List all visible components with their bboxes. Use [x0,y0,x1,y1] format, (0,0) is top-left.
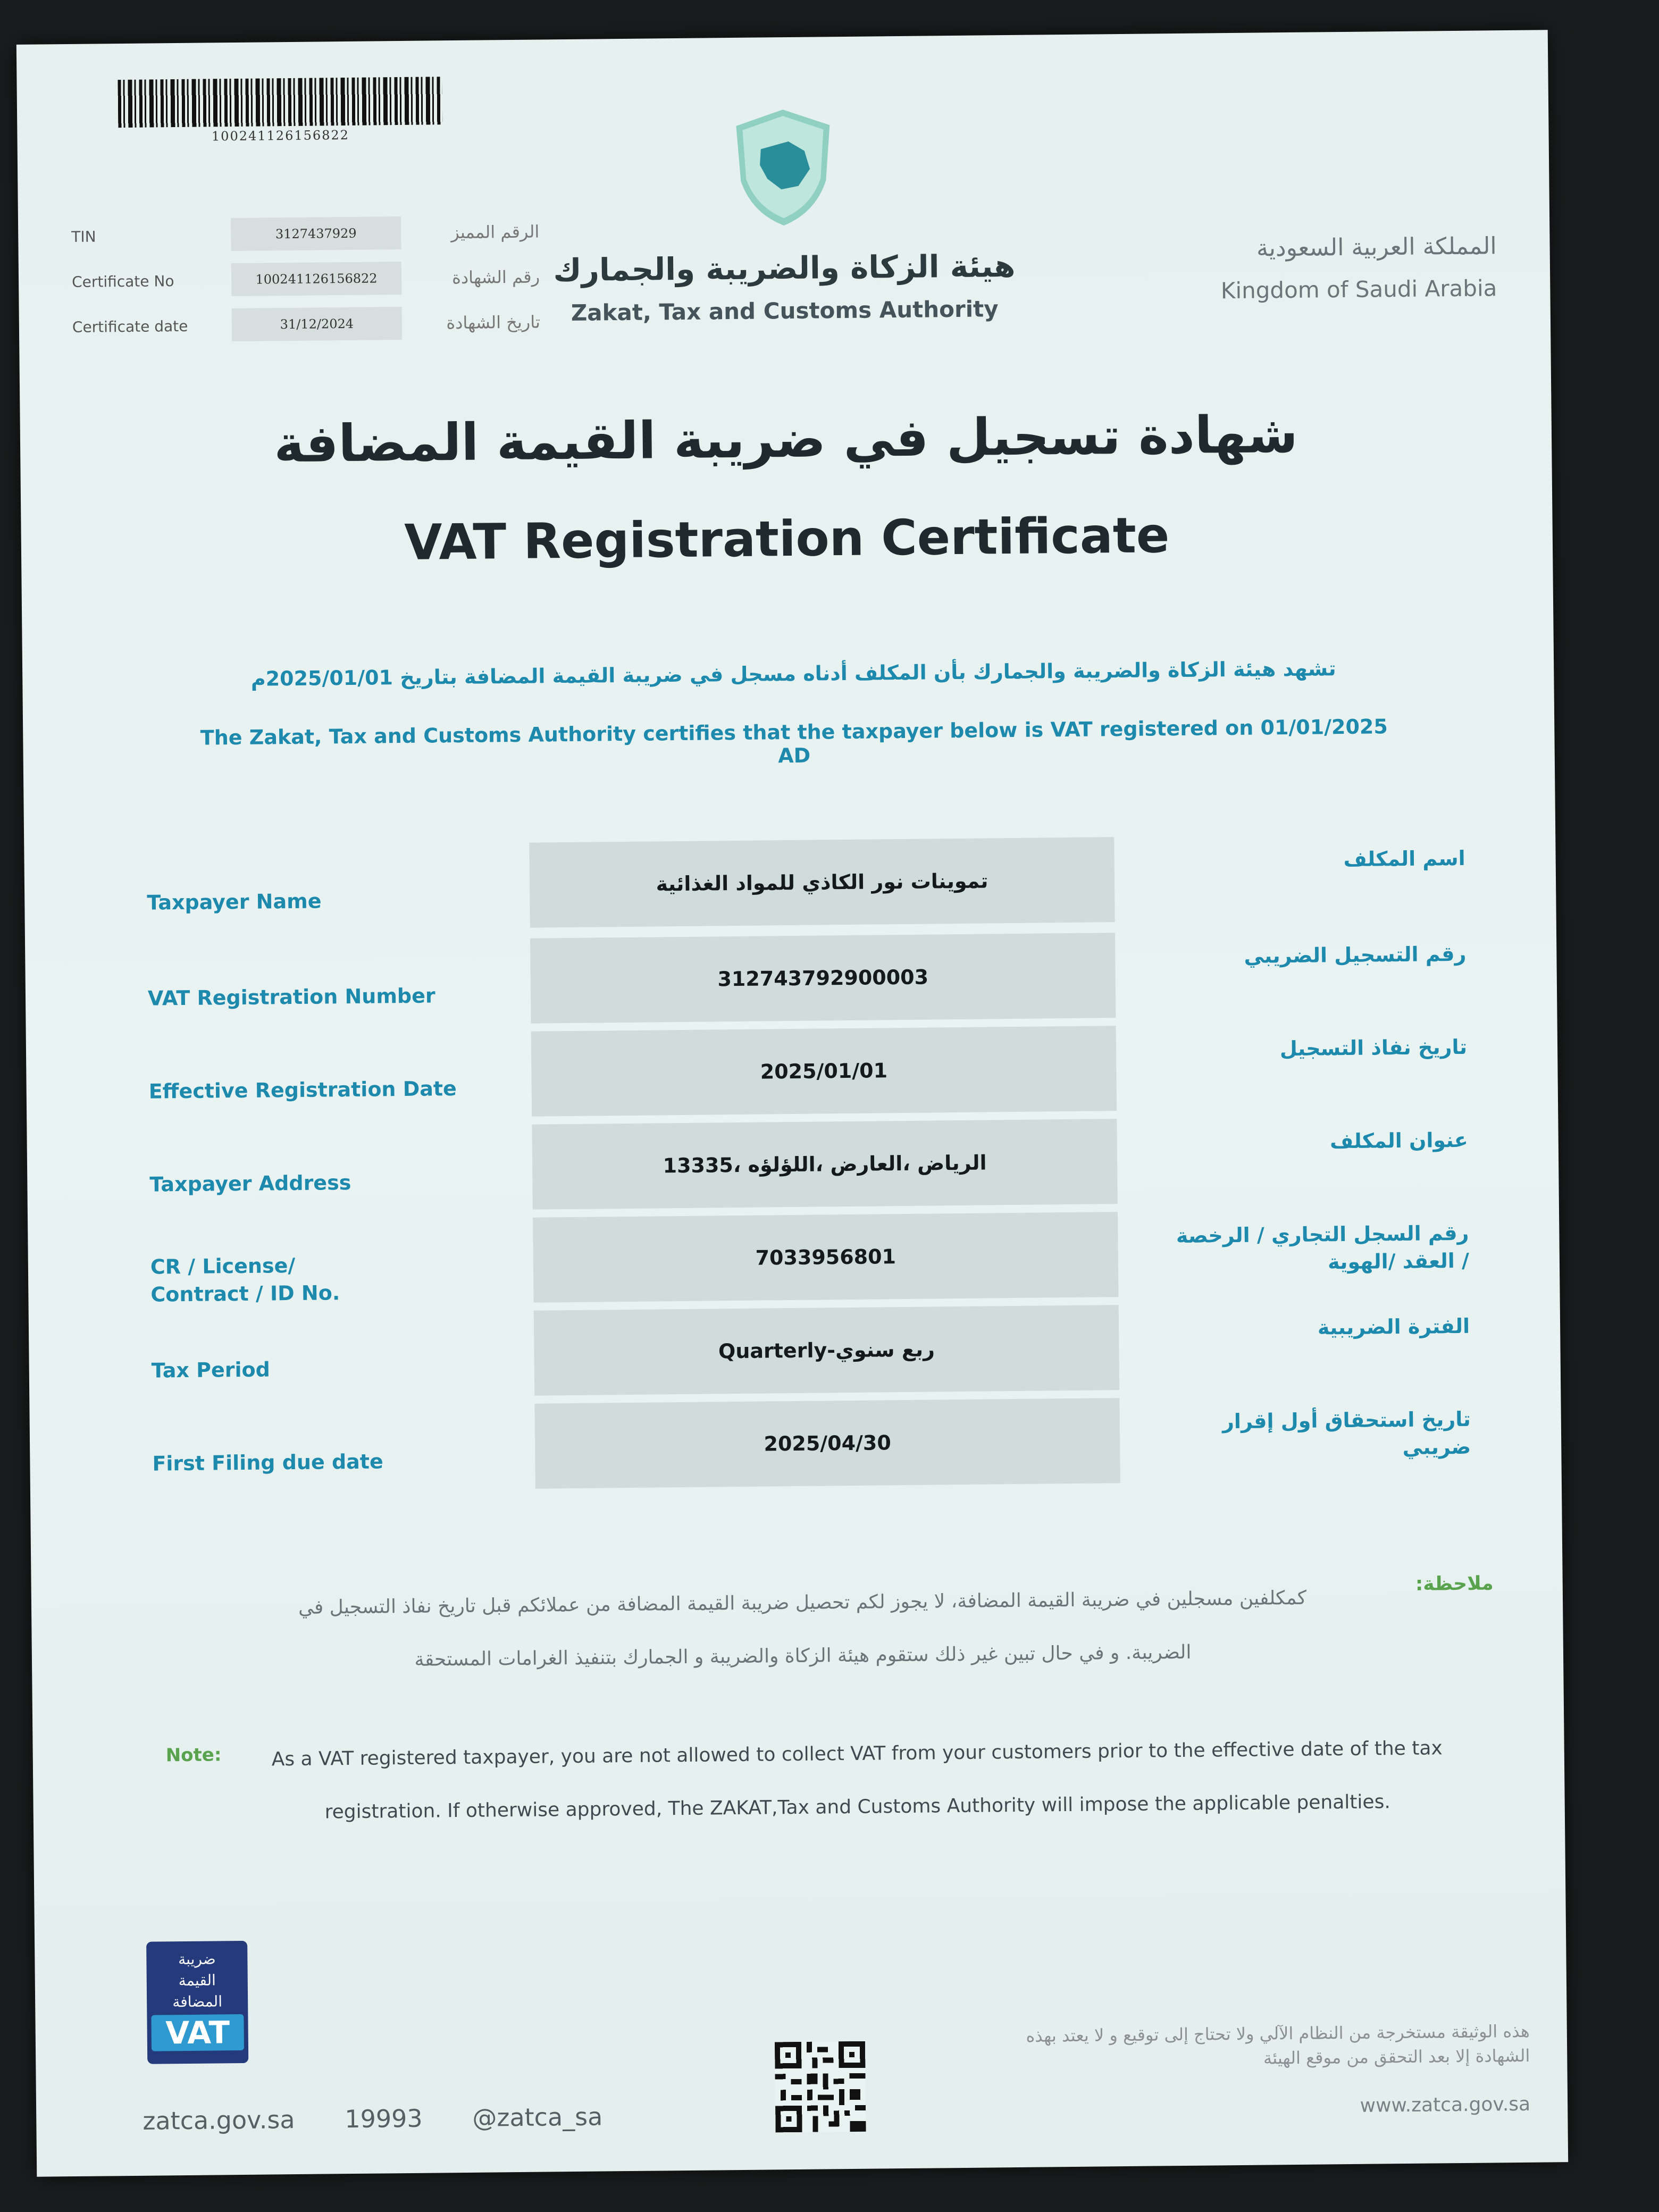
field-value: الرياض ،العارض ،اللؤلؤه ،13335 [532,1119,1117,1210]
field-label-en: Effective Registration Date [148,1077,457,1103]
field-row-taxpayer-name [146,834,1465,932]
vat-logo-en: VAT [151,2014,244,2051]
zatca-shield-logo [730,106,837,229]
barcode [118,77,442,160]
meta-label-en: TIN [71,228,96,246]
authority-name-en: Zakat, Tax and Customs Authority [571,296,999,326]
footer-phone: 19993 [345,2104,423,2134]
certificate-title-ar: شهادة تسجيل في ضريبة القيمة المضافة [273,404,1298,474]
field-label-ar: تاريخ استحقاق أول إقرار ضريبي [1222,1407,1471,1460]
field-label-en: VAT Registration Number [147,984,435,1010]
meta-value: 31/12/2024 [232,307,403,341]
meta-label-en: Certificate No [71,272,174,291]
field-value: تموينات نور الكاذي للمواد الغذائية [529,837,1115,928]
note-text-en: As a VAT registered taxpayer, you are not allowed to collect VAT from your customers prior to the effective date of the tax registration. If otherwise approved, The ZAKAT,Tax and Customs Authority will impose the applicable penalties. [271,1737,1443,1823]
field-value: 312743792900003 [530,933,1116,1024]
vat-logo-ar-line1: ضريبة [178,1950,216,1968]
authority-name-ar: هيئة الزكاة والضريبة والجمارك [553,247,1016,289]
field-label-ar: رقم السجل التجاري / الرخصة / العقد /الهوية [1176,1221,1470,1274]
field-label-ar: رقم التسجيل الضريبي [1244,942,1467,968]
field-value: 7033956801 [533,1212,1118,1303]
kingdom-name-en: Kingdom of Saudi Arabia [1220,275,1497,304]
certificate-page [16,30,1568,2176]
meta-row-tin [71,215,540,252]
field-label-en: CR / License/ Contract / ID No. [150,1253,340,1306]
footer-website[interactable]: zatca.gov.sa [143,2105,295,2135]
meta-row-certificate-no [72,260,540,297]
footer-url[interactable]: www.zatca.gov.sa [1360,2093,1531,2117]
field-row-taxpayer-address [149,1116,1468,1213]
note-text-ar: كمكلفين مسجلين في ضريبة القيمة المضافة، لا يجوز لكم تحصيل ضريبة القيمة المضافة من عملائكم قبل تاريخ نفاذ التسجيل في الضريبة. و في حال تبين غير ذلك ستقوم هيئة الزكاة والضريبة و الجمارك بتنفيذ الغرامات المستحقة [298,1587,1307,1671]
field-label-en: First Filing due date [152,1449,383,1476]
certification-statement-en: The Zakat, Tax and Customs Authority certifies that the taxpayer below is VAT registered on 01/01/2025 AD [200,715,1388,768]
meta-row-certificate-date [72,305,541,342]
certification-statement-ar: تشهد هيئة الزكاة والضريبة والجمارك بأن المكلف أدناه مسجل في ضريبة القيمة المضافة بتاريخ 2025/01/01م [250,657,1336,691]
footer-social-handle[interactable]: @zatca_sa [472,2102,603,2132]
barcode-bars [118,77,442,128]
field-label-ar: اسم المكلف [1343,846,1465,872]
field-row-vat-number [147,929,1467,1027]
field-row-effective-date [148,1023,1468,1120]
field-value: Quarterly-ربع سنوي [534,1305,1119,1396]
certificate-title-en: VAT Registration Certificate [404,507,1170,571]
field-value: 2025/01/01 [531,1026,1117,1117]
field-row-tax-period [151,1302,1470,1400]
field-label-ar: تاريخ نفاذ التسجيل [1279,1035,1468,1061]
note-label-en: Note: [165,1744,222,1766]
field-label-ar: عنوان المكلف [1329,1128,1468,1153]
field-label-en: Taxpayer Name [147,889,322,915]
field-label-ar: الفترة الضريبية [1317,1314,1470,1339]
field-row-cr-license [150,1209,1469,1306]
vat-logo-ar-line3: المضافة [172,1992,223,2011]
meta-label-en: Certificate date [72,317,188,336]
field-value: 2025/04/30 [534,1398,1120,1489]
field-label-en: Taxpayer Address [149,1170,351,1196]
meta-value: 100241126156822 [231,262,402,296]
barcode-number: 100241126156822 [211,127,350,144]
footer-disclaimer-ar: هذه الوثيقة مستخرجة من النظام الآلي ولا تحتاج إلى توقيع و لا يعتد بهذه الشهادة إلا بعد التحقق من موقع الهيئة [1026,2021,1530,2068]
kingdom-name-ar: المملكة العربية السعودية [1256,232,1497,262]
vat-logo [146,1941,248,2064]
meta-label-ar: الرقم المميز [451,221,540,243]
note-label-ar: ملاحظة: [1415,1572,1494,1595]
vat-logo-ar-line2: القيمة [178,1971,216,1990]
field-row-first-filing [152,1395,1471,1493]
qr-code [775,2041,866,2133]
meta-value: 3127437929 [231,216,401,251]
meta-label-ar: رقم الشهادة [451,266,540,288]
field-label-en: Tax Period [151,1358,271,1382]
meta-label-ar: تاريخ الشهادة [446,312,541,333]
